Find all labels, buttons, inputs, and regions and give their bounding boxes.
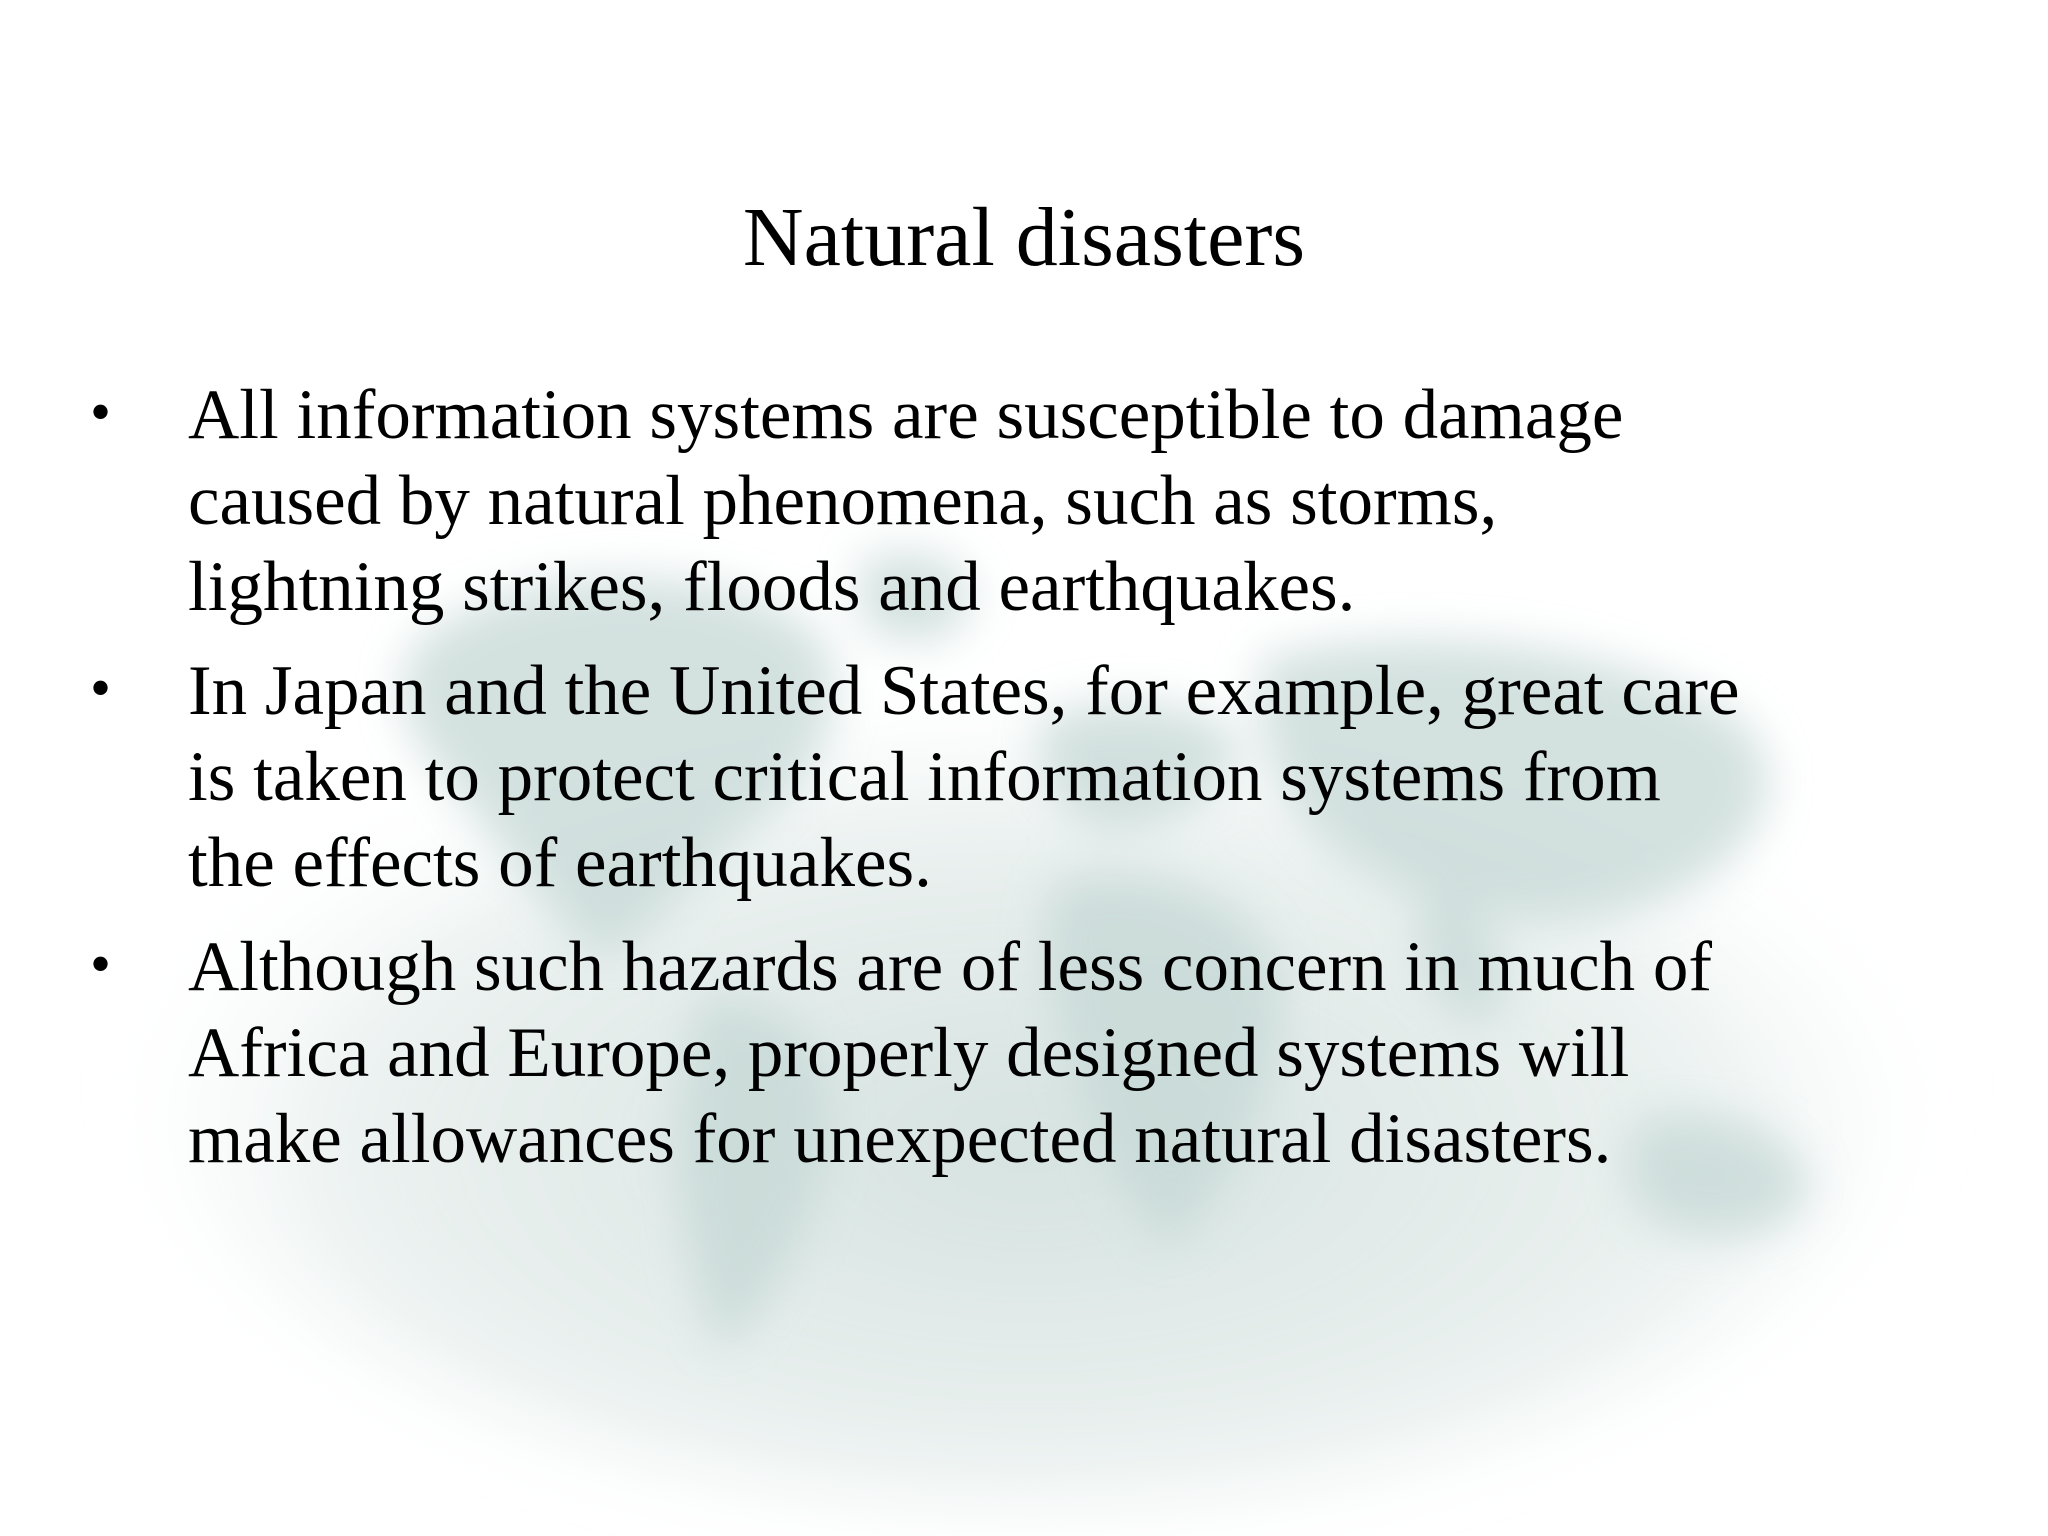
bullet-icon: • — [90, 931, 112, 997]
bullet-icon: • — [90, 655, 112, 721]
bullet-line: make allowances for unexpected natural disasters. — [188, 1100, 1612, 1178]
bullet-item — [90, 372, 1990, 630]
bullet-icon: • — [90, 379, 112, 445]
bullet-line: In Japan and the United States, for example, great care — [188, 652, 1740, 730]
bullet-line: Although such hazards are of less concern in much of — [188, 928, 1713, 1006]
bullet-line: is taken to protect critical information systems from — [188, 738, 1661, 816]
bullet-line: lightning strikes, floods and earthquakes. — [188, 548, 1356, 626]
bullet-line: All information systems are susceptible to damage — [188, 376, 1624, 454]
bullet-line: the effects of earthquakes. — [188, 824, 932, 902]
bullet-line: Africa and Europe, properly designed systems will — [188, 1014, 1630, 1092]
bullet-list — [90, 372, 1990, 1200]
slide-title: Natural disasters — [742, 191, 1306, 284]
bullet-line: caused by natural phenomena, such as storms, — [188, 462, 1498, 540]
bullet-item — [90, 648, 1990, 906]
bullet-item — [90, 924, 1990, 1182]
